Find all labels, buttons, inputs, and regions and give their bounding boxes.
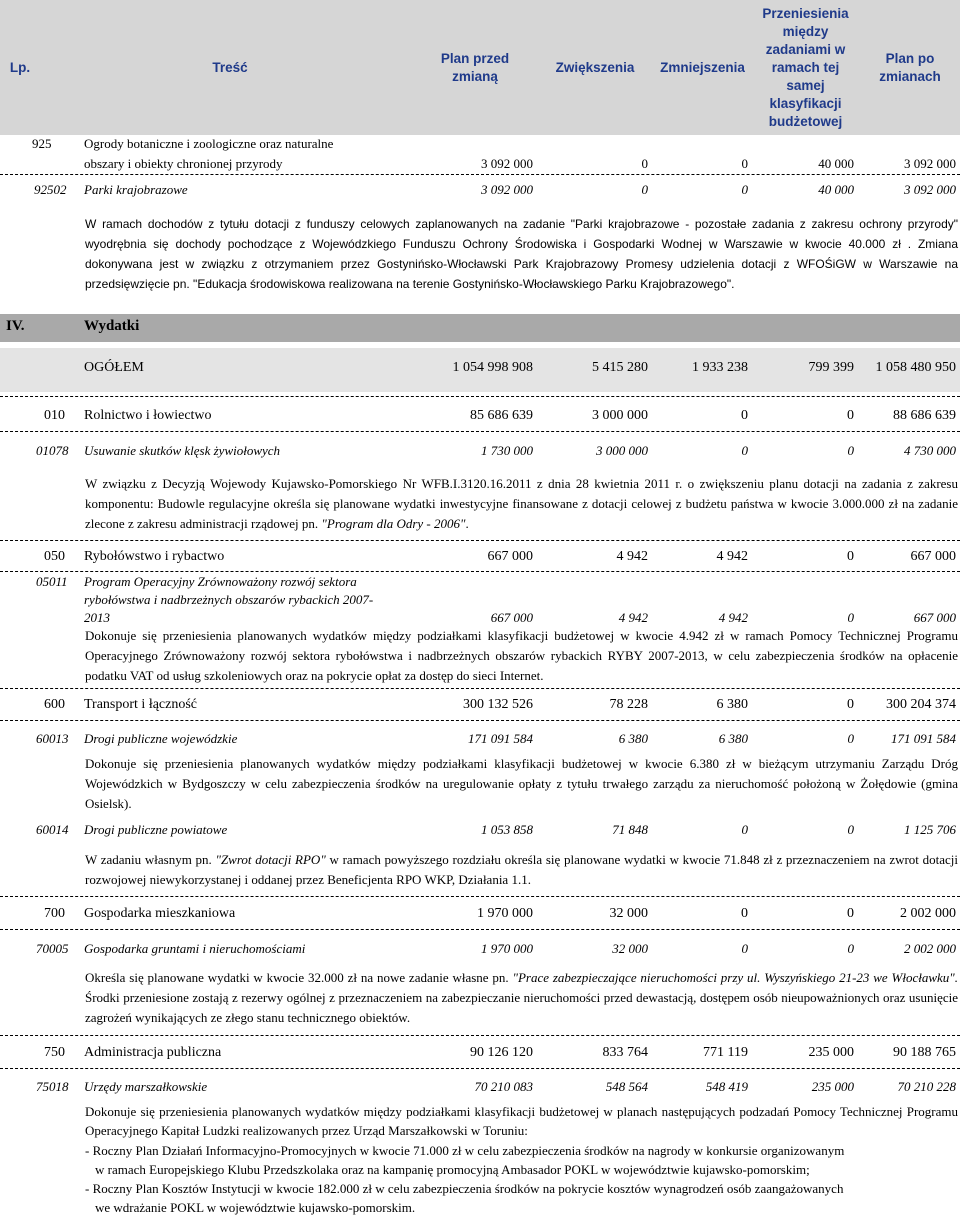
row-01078-code: 01078 [36, 443, 69, 458]
section-bar [0, 314, 960, 342]
row-700-zwiekszenia: 32 000 [609, 906, 648, 921]
header-zwiekszenia: Zwiększenia [555, 59, 635, 75]
section-title: Wydatki [84, 318, 140, 334]
row-92502-code: 92502 [34, 182, 67, 197]
header-tresc: Treść [212, 59, 248, 75]
note-05011: Dokonuje się przeniesienia planowanych wydatków między podziałkami klasyfikacji budżetowej w kwocie 4.942 zł w ramach Pomocy Technicznej Programu Operacyjnego Zrównoważony rozwój sektora rybołówstwa i nadbrzeżnych obszarów rybackich RYBY 2007-2013, w celu zabezpieczenia środków na opłacenie podatku VAT od usług szkoleniowych oraz na pokrycie opłat za dostęp do sieci Internet. [85, 628, 958, 683]
total-zmniejszenia: 1 933 238 [692, 360, 748, 375]
row-05011-zwiekszenia: 4 942 [618, 610, 648, 625]
row-divider [0, 929, 960, 930]
row-600-plan-przed: 300 132 526 [463, 697, 533, 712]
total-plan-po: 1 058 480 950 [875, 360, 956, 375]
row-60013-plan-przed: 171 091 584 [468, 731, 533, 746]
row-divider [0, 688, 960, 689]
total-plan-przed: 1 054 998 908 [452, 360, 533, 375]
row-925-zwiekszenia: 0 [641, 156, 648, 171]
row-700-przeniesienia: 0 [847, 906, 854, 921]
row-60014-plan-po: 1 125 706 [904, 822, 956, 837]
row-010-name: Rolnictwo i łowiectwo [84, 408, 212, 423]
row-05011-code: 05011 [36, 574, 68, 589]
row-92502-przeniesienia: 40 000 [818, 182, 854, 197]
row-70005-zwiekszenia: 32 000 [612, 941, 648, 956]
row-75018-name: Urzędy marszałkowskie [84, 1079, 208, 1094]
row-600-zwiekszenia: 78 228 [609, 697, 648, 712]
row-60013-zmniejszenia: 6 380 [718, 731, 748, 746]
row-925-przeniesienia: 40 000 [818, 156, 854, 171]
row-050-code: 050 [44, 549, 65, 564]
row-050-name: Rybołówstwo i rybactwo [84, 549, 225, 564]
note-75018-list [85, 1141, 955, 1217]
row-010-zmniejszenia: 0 [741, 408, 748, 423]
row-700-name: Gospodarka mieszkaniowa [84, 906, 236, 921]
row-60013-przeniesienia: 0 [847, 731, 854, 746]
row-01078-przeniesienia: 0 [847, 443, 854, 458]
row-01078-zmniejszenia: 0 [741, 443, 748, 458]
list-item: - Roczny Plan Kosztów Instytucji w kwocie 182.000 zł w celu zabezpieczenia środków na pokrycie kosztów wynagrodzeń osób zaangażowanych we wdrażanie POKL w województwie kujawsko-pomorskim. [85, 1181, 844, 1215]
header-lp: Lp. [9, 59, 31, 75]
row-925-plan-po: 3 092 000 [904, 156, 956, 171]
row-92502-name: Parki krajobrazowe [84, 182, 188, 197]
row-75018-plan-przed: 70 210 083 [474, 1079, 533, 1094]
total-zwiekszenia: 5 415 280 [592, 360, 648, 375]
row-750-plan-przed: 90 126 120 [470, 1045, 533, 1060]
row-925-name-line1: Ogrody botaniczne i zoologiczne oraz naturalne [84, 136, 334, 151]
row-925-plan-przed: 3 092 000 [481, 156, 533, 171]
row-75018-plan-po: 70 210 228 [897, 1079, 956, 1094]
note-92502: W ramach dochodów z tytułu dotacji z funduszy celowych zaplanowanych na zadanie "Parki krajobrazowe - pozostałe zadania z zakresu ochrony przyrody" wyodrębnia się dochody pochodzące z Wojewódzkiego Funduszu Ochrony Środowiska i Gospodarki Wodnej w Warszawie w kwocie 40.000 zł . Zmiana dokonywana jest w związku z otrzymaniem przez Gostynińsko-Włocławski Park Krajobrazowy Promesy udzielenia dotacji z WFOŚiGW w Warszawie na przedsięwzięcie pn. "Edukacja środowiskowa realizowana na terenie Gostynińsko-Włocławskiego Parku Krajobrazowego". [85, 217, 958, 291]
row-divider [0, 396, 960, 397]
row-010-zwiekszenia: 3 000 000 [592, 408, 648, 423]
row-050-zwiekszenia: 4 942 [616, 549, 648, 564]
header-plan-po: Plan po zmianach [879, 50, 941, 84]
row-050-zmniejszenia: 4 942 [716, 549, 748, 564]
row-92502-plan-przed: 3 092 000 [481, 182, 533, 197]
row-70005-code: 70005 [36, 941, 69, 956]
row-600-plan-po: 300 204 374 [886, 697, 956, 712]
row-75018-przeniesienia: 235 000 [811, 1079, 854, 1094]
row-010-plan-po: 88 686 639 [893, 408, 956, 423]
row-60014-zmniejszenia: 0 [741, 822, 748, 837]
row-70005-plan-przed: 1 970 000 [481, 941, 533, 956]
row-92502-zmniejszenia: 0 [741, 182, 748, 197]
row-60014-code: 60014 [36, 822, 69, 837]
row-70005-plan-po: 2 002 000 [904, 941, 956, 956]
row-05011-przeniesienia: 0 [847, 610, 854, 625]
row-92502-zwiekszenia: 0 [641, 182, 648, 197]
row-75018-code: 75018 [36, 1079, 69, 1094]
section-number: IV. [6, 318, 25, 334]
note-75018: Dokonuje się przeniesienia planowanych wydatków między podziałkami klasyfikacji budżetowej w planach następujących podzadań Pomocy Technicznej Programu Operacyjnego Kapitał Ludzki realizowanych przez Urząd Marszałkowski w Toruniu: [85, 1104, 958, 1138]
row-01078-plan-po: 4 730 000 [904, 443, 956, 458]
row-010-plan-przed: 85 686 639 [470, 408, 533, 423]
row-60014-plan-przed: 1 053 858 [481, 822, 533, 837]
row-divider [0, 1068, 960, 1069]
row-92502-plan-po: 3 092 000 [904, 182, 956, 197]
row-925-name-line2: obszary i obiekty chronionej przyrody [84, 156, 283, 171]
row-70005-przeniesienia: 0 [847, 941, 854, 956]
row-05011-name-line2: rybołówstwa i nadbrzeżnych obszarów rybackich 2007- [84, 592, 374, 607]
total-przeniesienia: 799 399 [808, 360, 854, 375]
row-60014-zwiekszenia: 71 848 [612, 822, 648, 837]
row-05011-zmniejszenia: 4 942 [718, 610, 748, 625]
row-050-plan-po: 667 000 [910, 549, 956, 564]
row-600-name: Transport i łączność [84, 697, 198, 712]
row-75018-zmniejszenia: 548 419 [705, 1079, 748, 1094]
note-60014: W zadaniu własnym pn. "Zwrot dotacji RPO" w ramach powyższego rozdziału określa się planowane wydatki w kwocie 71.848 zł z przeznaczeniem na zwrot dotacji rozwojowej niewykorzystanej i oddanej przez Beneficjenta RPO WKP, Działania 1.1. [85, 852, 959, 887]
total-label: OGÓŁEM [84, 360, 144, 375]
row-75018-zwiekszenia: 548 564 [605, 1079, 648, 1094]
row-60013-code: 60013 [36, 731, 69, 746]
row-60014-name: Drogi publiczne powiatowe [84, 822, 228, 837]
note-60013: Dokonuje się przeniesienia planowanych wydatków między podziałkami klasyfikacji budżetowej w kwocie 6.380 zł w bieżącym utrzymaniu Zarządu Dróg Wojewódzkich w Bydgoszczy w celu zabezpieczenia środków na uregulowanie opłaty z tytułu trwałego zarządu za nieruchomość położoną w Żołędowie (gmina Osielsk). [85, 756, 958, 811]
header-zmniejszenia: Zmniejszenia [660, 59, 745, 75]
row-05011-name-line1: Program Operacyjny Zrównoważony rozwój sektora [84, 574, 357, 589]
row-925-zmniejszenia: 0 [741, 156, 748, 171]
row-70005-name: Gospodarka gruntami i nieruchomościami [84, 941, 306, 956]
row-60013-zwiekszenia: 6 380 [618, 731, 648, 746]
row-05011-plan-po: 667 000 [913, 610, 956, 625]
row-60014-przeniesienia: 0 [847, 822, 854, 837]
row-750-zwiekszenia: 833 764 [602, 1045, 648, 1060]
header-przeniesienia: Przeniesienia między zadaniami w ramach tej samej klasyfikacji budżetowej [762, 5, 849, 129]
row-750-code: 750 [44, 1045, 65, 1060]
row-750-zmniejszenia: 771 119 [703, 1045, 748, 1060]
row-divider [0, 540, 960, 541]
row-750-name: Administracja publiczna [84, 1045, 222, 1060]
row-05011-name-line3: 2013 [84, 610, 110, 625]
row-750-przeniesienia: 235 000 [808, 1045, 854, 1060]
row-700-plan-po: 2 002 000 [900, 906, 956, 921]
row-700-zmniejszenia: 0 [741, 906, 748, 921]
row-01078-plan-przed: 1 730 000 [481, 443, 533, 458]
row-600-code: 600 [44, 697, 65, 712]
row-600-przeniesienia: 0 [847, 697, 854, 712]
row-600-zmniejszenia: 6 380 [716, 697, 748, 712]
row-05011-plan-przed: 667 000 [490, 610, 533, 625]
row-050-plan-przed: 667 000 [487, 549, 533, 564]
row-divider [0, 720, 960, 721]
row-750-plan-po: 90 188 765 [893, 1045, 956, 1060]
row-divider [0, 1035, 960, 1036]
note-01078: W związku z Decyzją Wojewody Kujawsko-Pomorskiego Nr WFB.I.3120.16.2011 z dnia 28 kwietnia 2011 r. o zwiększeniu planu dotacji na zadania z zakresu komponentu: Budowle regulacyjne określa się planowane wydatki inwestycyjne finansowane z dotacji celowej z budżetu państwa w kwocie 3.000.000 zł na zadanie zlecone z zakresu administracji rządowej pn. "Program dla Odry - 2006". [85, 476, 958, 531]
row-700-code: 700 [44, 906, 65, 921]
row-01078-zwiekszenia: 3 000 000 [596, 443, 648, 458]
row-925-code: 925 [32, 136, 52, 151]
row-divider [0, 571, 960, 572]
row-70005-zmniejszenia: 0 [741, 941, 748, 956]
row-01078-name: Usuwanie skutków klęsk żywiołowych [84, 443, 281, 458]
list-item: - Roczny Plan Działań Informacyjno-Promocyjnych w kwocie 71.000 zł w celu zabezpieczenia środków na nagrody w konkursie organizowanym w ramach Europejskiego Klubu Przedszkolaka oraz na kampanię promocyjną Ambasador POKL w województwie kujawsko-pomorskim; [85, 1143, 845, 1177]
row-60013-name: Drogi publiczne wojewódzkie [84, 731, 238, 746]
row-010-przeniesienia: 0 [847, 408, 854, 423]
row-divider [0, 896, 960, 897]
row-700-plan-przed: 1 970 000 [477, 906, 533, 921]
row-divider [0, 431, 960, 432]
row-050-przeniesienia: 0 [847, 549, 854, 564]
note-70005: Określa się planowane wydatki w kwocie 32.000 zł na nowe zadanie własne pn. "Prace zabezpieczające nieruchomości przy ul. Wyszyńskiego 21-23 we Włocławku". Środki przeniesione zostają z rezerwy ogólnej z przeznaczeniem na zabezpieczanie nieruchomości przed dewastacją, dostępem osób nieupoważnionych oraz usunięcie zagrożeń wynikających ze złego stanu technicznego obiektów. [85, 970, 958, 1025]
row-divider [0, 174, 960, 175]
row-010-code: 010 [44, 408, 65, 423]
row-60013-plan-po: 171 091 584 [891, 731, 956, 746]
header-plan-przed: Plan przed zmianą [440, 50, 510, 84]
